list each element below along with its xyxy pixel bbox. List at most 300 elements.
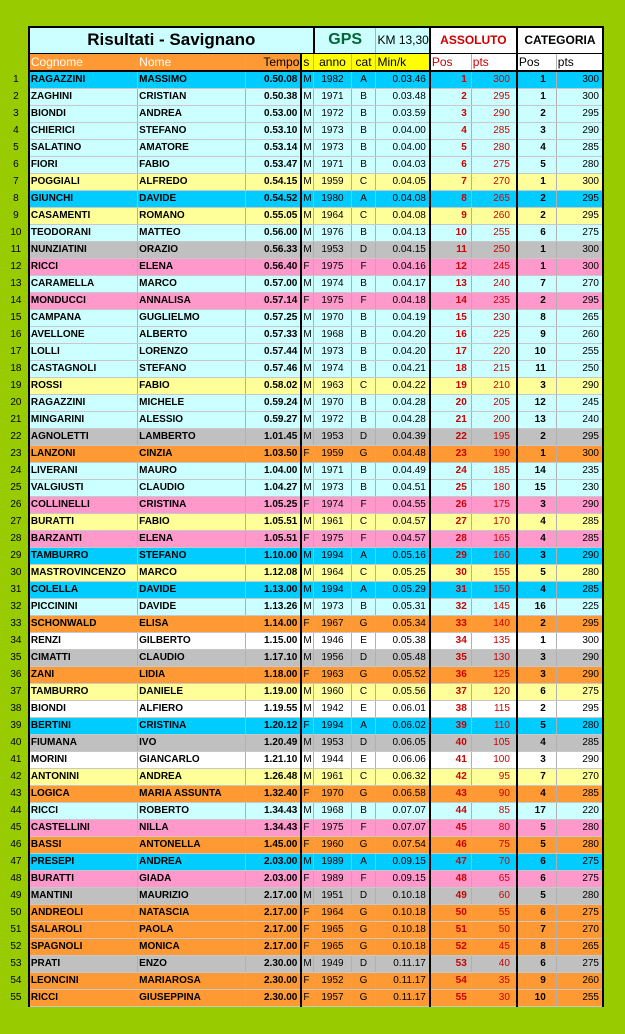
cat-pos-cell: 6: [517, 871, 556, 888]
tempo-cell: 1.03.50: [245, 446, 301, 463]
row-number: 41: [4, 752, 29, 769]
cognome-cell: SALATINO: [29, 140, 138, 157]
cat-pts-cell: 260: [556, 973, 603, 990]
abs-pts-cell: 80: [471, 820, 517, 837]
cat-pos-cell: 2: [517, 429, 556, 446]
abs-pts-cell: 195: [471, 429, 517, 446]
cognome-cell: POGGIALI: [29, 174, 138, 191]
tempo-cell: 1.18.00: [245, 667, 301, 684]
cat-pts-cell: 295: [556, 616, 603, 633]
anno-cell: 1963: [314, 378, 351, 395]
abs-pts-cell: 95: [471, 769, 517, 786]
cognome-cell: PRATI: [29, 956, 138, 973]
abs-pts-cell: 220: [471, 344, 517, 361]
abs-pts-cell: 185: [471, 463, 517, 480]
anno-cell: 1953: [314, 735, 351, 752]
cat-pts-cell: 275: [556, 956, 603, 973]
table-row: [4, 71, 603, 89]
nome-cell: ANTONELLA: [138, 837, 246, 854]
tempo-cell: 1.05.51: [245, 514, 301, 531]
abs-pts-cell: 65: [471, 871, 517, 888]
nome-cell: ANDREA: [138, 854, 246, 871]
cognome-cell: BURATTI: [29, 871, 138, 888]
row-number: 9: [4, 208, 29, 225]
nome-cell: IVO: [138, 735, 246, 752]
cat-cell: A: [351, 191, 376, 208]
cat-pts-cell: 295: [556, 208, 603, 225]
sex-cell: F: [301, 667, 313, 684]
col-pts: pts: [471, 53, 517, 71]
abs-pos-cell: 33: [430, 616, 471, 633]
abs-pts-cell: 45: [471, 939, 517, 956]
cat-pos-cell: 14: [517, 463, 556, 480]
cat-pos-cell: 5: [517, 157, 556, 174]
nome-cell: FABIO: [138, 514, 246, 531]
cognome-cell: CAMPANA: [29, 310, 138, 327]
mink-cell: 0.11.17: [376, 990, 430, 1007]
abs-pts-cell: 210: [471, 378, 517, 395]
sex-cell: M: [301, 191, 313, 208]
sex-cell: F: [301, 973, 313, 990]
results-table: [4, 26, 604, 1007]
cat-cell: A: [351, 548, 376, 565]
anno-cell: 1944: [314, 752, 351, 769]
cat-pts-cell: 300: [556, 242, 603, 259]
table-row: [4, 429, 603, 446]
abs-pos-cell: 22: [430, 429, 471, 446]
mink-cell: 0.03.46: [376, 71, 430, 89]
sex-cell: M: [301, 565, 313, 582]
table-row: [4, 531, 603, 548]
tempo-cell: 1.21.10: [245, 752, 301, 769]
cat-pts-cell: 300: [556, 174, 603, 191]
cognome-cell: FIUMANA: [29, 735, 138, 752]
cat-pts-cell: 300: [556, 259, 603, 276]
tempo-cell: 1.20.12: [245, 718, 301, 735]
km-value: 13,30: [398, 33, 429, 48]
cat-pos-cell: 6: [517, 854, 556, 871]
cat-pts-cell: 290: [556, 548, 603, 565]
nome-cell: LAMBERTO: [138, 429, 246, 446]
cat-pts-cell: 295: [556, 293, 603, 310]
mink-cell: 0.04.17: [376, 276, 430, 293]
abs-pos-cell: 12: [430, 259, 471, 276]
table-row: [4, 242, 603, 259]
sex-cell: M: [301, 888, 313, 905]
cat-pts-cell: 300: [556, 446, 603, 463]
abs-pos-cell: 47: [430, 854, 471, 871]
sex-cell: F: [301, 939, 313, 956]
tempo-cell: 0.56.00: [245, 225, 301, 242]
abs-pts-cell: 180: [471, 480, 517, 497]
row-number: 37: [4, 684, 29, 701]
cat-pos-cell: 4: [517, 514, 556, 531]
cat-pts-cell: 265: [556, 939, 603, 956]
sex-cell: M: [301, 310, 313, 327]
sex-cell: M: [301, 480, 313, 497]
table-row: [4, 956, 603, 973]
row-number: 43: [4, 786, 29, 803]
cat-pos-cell: 15: [517, 480, 556, 497]
tempo-cell: 0.57.14: [245, 293, 301, 310]
nome-cell: PAOLA: [138, 922, 246, 939]
tempo-cell: 1.19.00: [245, 684, 301, 701]
cognome-cell: AGNOLETTI: [29, 429, 138, 446]
mink-cell: 0.05.48: [376, 650, 430, 667]
mink-cell: 0.06.01: [376, 701, 430, 718]
anno-cell: 1972: [314, 106, 351, 123]
abs-pos-cell: 14: [430, 293, 471, 310]
tempo-cell: 1.45.00: [245, 837, 301, 854]
title-row: [4, 27, 603, 53]
abs-pos-cell: 1: [430, 71, 471, 89]
mink-cell: 0.04.05: [376, 174, 430, 191]
table-row: [4, 140, 603, 157]
tempo-cell: 1.34.43: [245, 820, 301, 837]
abs-pos-cell: 28: [430, 531, 471, 548]
nome-cell: CLAUDIO: [138, 650, 246, 667]
cognome-cell: MASTROVINCENZO: [29, 565, 138, 582]
cognome-cell: RENZI: [29, 633, 138, 650]
table-row: [4, 650, 603, 667]
gps-label: GPS: [314, 27, 376, 53]
nome-cell: MAURIZIO: [138, 888, 246, 905]
abs-pts-cell: 165: [471, 531, 517, 548]
anno-cell: 1971: [314, 89, 351, 106]
cat-pos-cell: 7: [517, 922, 556, 939]
cat-pos-cell: 4: [517, 582, 556, 599]
anno-cell: 1957: [314, 990, 351, 1007]
table-row: [4, 837, 603, 854]
anno-cell: 1975: [314, 820, 351, 837]
abs-pos-cell: 41: [430, 752, 471, 769]
tempo-cell: 1.13.26: [245, 599, 301, 616]
row-number: 45: [4, 820, 29, 837]
sex-cell: M: [301, 463, 313, 480]
abs-pts-cell: 75: [471, 837, 517, 854]
cat-cell: F: [351, 871, 376, 888]
cat-pts-cell: 270: [556, 769, 603, 786]
cognome-cell: TAMBURRO: [29, 548, 138, 565]
cat-pts-cell: 250: [556, 361, 603, 378]
abs-pos-cell: 30: [430, 565, 471, 582]
cat-pos-cell: 10: [517, 990, 556, 1007]
cat-pos-cell: 10: [517, 344, 556, 361]
abs-pos-cell: 17: [430, 344, 471, 361]
mink-cell: 0.05.29: [376, 582, 430, 599]
cat-pos-cell: 2: [517, 191, 556, 208]
row-number: 19: [4, 378, 29, 395]
table-row: [4, 599, 603, 616]
tempo-cell: 1.05.51: [245, 531, 301, 548]
row-number: 33: [4, 616, 29, 633]
cat-cell: F: [351, 497, 376, 514]
cat-cell: E: [351, 701, 376, 718]
cat-cell: G: [351, 990, 376, 1007]
cat-pos-cell: 2: [517, 208, 556, 225]
table-row: [4, 89, 603, 106]
abs-pos-cell: 44: [430, 803, 471, 820]
mink-cell: 0.03.48: [376, 89, 430, 106]
cat-pos-cell: 1: [517, 174, 556, 191]
sex-cell: M: [301, 701, 313, 718]
row-number: 51: [4, 922, 29, 939]
cat-pts-cell: 290: [556, 497, 603, 514]
sex-cell: M: [301, 803, 313, 820]
tempo-cell: 1.34.43: [245, 803, 301, 820]
cognome-cell: RICCI: [29, 259, 138, 276]
cat-cell: C: [351, 514, 376, 531]
table-row: [4, 378, 603, 395]
cat-cell: A: [351, 854, 376, 871]
cat-pts-cell: 295: [556, 106, 603, 123]
row-number: 25: [4, 480, 29, 497]
table-row: [4, 667, 603, 684]
mink-cell: 0.04.28: [376, 395, 430, 412]
table-row: [4, 769, 603, 786]
tempo-cell: 1.20.49: [245, 735, 301, 752]
mink-cell: 0.04.19: [376, 310, 430, 327]
mink-cell: 0.06.05: [376, 735, 430, 752]
cognome-cell: COLELLA: [29, 582, 138, 599]
cat-pts-cell: 295: [556, 701, 603, 718]
abs-pts-cell: 245: [471, 259, 517, 276]
cat-pts-cell: 280: [556, 888, 603, 905]
cat-pts-cell: 285: [556, 786, 603, 803]
table-row: [4, 752, 603, 769]
mink-cell: 0.05.16: [376, 548, 430, 565]
abs-pts-cell: 250: [471, 242, 517, 259]
cat-pos-cell: 2: [517, 701, 556, 718]
cat-pos-cell: 6: [517, 225, 556, 242]
cognome-cell: ANTONINI: [29, 769, 138, 786]
table-row: [4, 446, 603, 463]
anno-cell: 1994: [314, 548, 351, 565]
mink-cell: 0.07.07: [376, 820, 430, 837]
anno-cell: 1959: [314, 174, 351, 191]
sex-cell: M: [301, 735, 313, 752]
sex-cell: F: [301, 718, 313, 735]
row-number: 4: [4, 123, 29, 140]
cat-cell: B: [351, 310, 376, 327]
cognome-cell: SCHONWALD: [29, 616, 138, 633]
abs-pts-cell: 155: [471, 565, 517, 582]
sex-cell: M: [301, 633, 313, 650]
row-number: 31: [4, 582, 29, 599]
cat-pts-cell: 255: [556, 990, 603, 1007]
mink-cell: 0.04.51: [376, 480, 430, 497]
abs-pos-cell: 40: [430, 735, 471, 752]
nome-cell: CRISTINA: [138, 497, 246, 514]
anno-cell: 1960: [314, 684, 351, 701]
col-mink: Min/k: [376, 53, 430, 71]
nome-cell: ANDREA: [138, 769, 246, 786]
cat-pts-cell: 300: [556, 89, 603, 106]
abs-pts-cell: 200: [471, 412, 517, 429]
anno-cell: 1960: [314, 837, 351, 854]
cat-pos-cell: 6: [517, 956, 556, 973]
abs-pos-cell: 2: [430, 89, 471, 106]
cat-pos-cell: 5: [517, 837, 556, 854]
cat-pos-cell: 1: [517, 446, 556, 463]
mink-cell: 0.04.15: [376, 242, 430, 259]
mink-cell: 0.04.20: [376, 344, 430, 361]
table-row: [4, 293, 603, 310]
cat-pts-cell: 285: [556, 531, 603, 548]
abs-pts-cell: 270: [471, 174, 517, 191]
table-row: [4, 718, 603, 735]
abs-pos-cell: 6: [430, 157, 471, 174]
cat-pts-cell: 280: [556, 157, 603, 174]
mink-cell: 0.05.34: [376, 616, 430, 633]
cognome-cell: CHIERICI: [29, 123, 138, 140]
mink-cell: 0.04.28: [376, 412, 430, 429]
table-row: [4, 820, 603, 837]
sex-cell: F: [301, 905, 313, 922]
sex-cell: M: [301, 769, 313, 786]
abs-pts-cell: 265: [471, 191, 517, 208]
column-header-row: [4, 53, 603, 71]
table-row: [4, 939, 603, 956]
cat-cell: C: [351, 565, 376, 582]
anno-cell: 1972: [314, 412, 351, 429]
sex-cell: M: [301, 89, 313, 106]
abs-pts-cell: 160: [471, 548, 517, 565]
sex-cell: M: [301, 582, 313, 599]
tempo-cell: 0.57.44: [245, 344, 301, 361]
col-cat: cat: [351, 53, 376, 71]
sex-cell: M: [301, 174, 313, 191]
tempo-cell: 1.10.00: [245, 548, 301, 565]
cat-cell: C: [351, 208, 376, 225]
row-number: 28: [4, 531, 29, 548]
abs-pts-cell: 125: [471, 667, 517, 684]
mink-cell: 0.06.06: [376, 752, 430, 769]
tempo-cell: 1.04.27: [245, 480, 301, 497]
anno-cell: 1965: [314, 922, 351, 939]
anno-cell: 1970: [314, 786, 351, 803]
table-row: [4, 497, 603, 514]
cat-cell: B: [351, 157, 376, 174]
tempo-cell: 1.15.00: [245, 633, 301, 650]
abs-pts-cell: 120: [471, 684, 517, 701]
cat-pts-cell: 270: [556, 922, 603, 939]
row-number: 55: [4, 990, 29, 1007]
tempo-cell: 1.12.08: [245, 565, 301, 582]
mink-cell: 0.04.57: [376, 514, 430, 531]
cognome-cell: PICCININI: [29, 599, 138, 616]
tempo-cell: 0.54.52: [245, 191, 301, 208]
cat-cell: D: [351, 956, 376, 973]
sex-cell: F: [301, 259, 313, 276]
cat-cell: D: [351, 242, 376, 259]
abs-pos-cell: 45: [430, 820, 471, 837]
nome-cell: ALESSIO: [138, 412, 246, 429]
col-s: s: [301, 53, 313, 71]
tempo-cell: 0.54.15: [245, 174, 301, 191]
anno-cell: 1973: [314, 480, 351, 497]
sex-cell: M: [301, 242, 313, 259]
mink-cell: 0.06.58: [376, 786, 430, 803]
row-number: 11: [4, 242, 29, 259]
anno-cell: 1961: [314, 514, 351, 531]
mink-cell: 0.04.22: [376, 378, 430, 395]
cat-cell: B: [351, 327, 376, 344]
cat-cell: C: [351, 769, 376, 786]
sex-cell: M: [301, 225, 313, 242]
cat-pos-cell: 2: [517, 106, 556, 123]
row-number: 15: [4, 310, 29, 327]
cognome-cell: AVELLONE: [29, 327, 138, 344]
abs-pts-cell: 145: [471, 599, 517, 616]
cat-pts-cell: 290: [556, 378, 603, 395]
table-row: [4, 905, 603, 922]
row-number: 21: [4, 412, 29, 429]
mink-cell: 0.04.08: [376, 191, 430, 208]
cat-cell: F: [351, 293, 376, 310]
row-number: 10: [4, 225, 29, 242]
cognome-cell: BURATTI: [29, 514, 138, 531]
nome-cell: MAURO: [138, 463, 246, 480]
row-number: 54: [4, 973, 29, 990]
row-number: 34: [4, 633, 29, 650]
row-number: 14: [4, 293, 29, 310]
abs-pos-cell: 50: [430, 905, 471, 922]
table-row: [4, 157, 603, 174]
cognome-cell: PRESEPI: [29, 854, 138, 871]
cat-pos-cell: 6: [517, 905, 556, 922]
cat-cell: B: [351, 106, 376, 123]
table-row: [4, 854, 603, 871]
anno-cell: 1970: [314, 395, 351, 412]
table-row: [4, 395, 603, 412]
mink-cell: 0.04.03: [376, 157, 430, 174]
cat-cell: G: [351, 667, 376, 684]
cat-cell: E: [351, 752, 376, 769]
nome-cell: ALFREDO: [138, 174, 246, 191]
cat-pts-cell: 275: [556, 905, 603, 922]
cognome-cell: CIMATTI: [29, 650, 138, 667]
cat-pts-cell: 300: [556, 633, 603, 650]
cat-pos-cell: 17: [517, 803, 556, 820]
tempo-cell: 1.19.55: [245, 701, 301, 718]
col-anno: anno: [314, 53, 351, 71]
tempo-cell: 0.59.27: [245, 412, 301, 429]
cat-pts-cell: 280: [556, 820, 603, 837]
col-nome: Nome: [138, 53, 246, 71]
mink-cell: 0.11.17: [376, 956, 430, 973]
cat-pos-cell: 9: [517, 327, 556, 344]
nome-cell: MATTEO: [138, 225, 246, 242]
km-label: KM 13,30: [376, 27, 430, 53]
abs-pos-cell: 36: [430, 667, 471, 684]
nome-cell: NATASCIA: [138, 905, 246, 922]
anno-cell: 1989: [314, 871, 351, 888]
tempo-cell: 0.56.40: [245, 259, 301, 276]
anno-cell: 1968: [314, 803, 351, 820]
abs-pos-cell: 37: [430, 684, 471, 701]
nome-cell: CLAUDIO: [138, 480, 246, 497]
abs-pts-cell: 30: [471, 990, 517, 1007]
nome-cell: FABIO: [138, 157, 246, 174]
mink-cell: 0.05.56: [376, 684, 430, 701]
tempo-cell: 2.17.00: [245, 922, 301, 939]
nome-cell: ROMANO: [138, 208, 246, 225]
abs-pos-cell: 11: [430, 242, 471, 259]
abs-pos-cell: 3: [430, 106, 471, 123]
table-row: [4, 786, 603, 803]
cat-pts-cell: 275: [556, 225, 603, 242]
